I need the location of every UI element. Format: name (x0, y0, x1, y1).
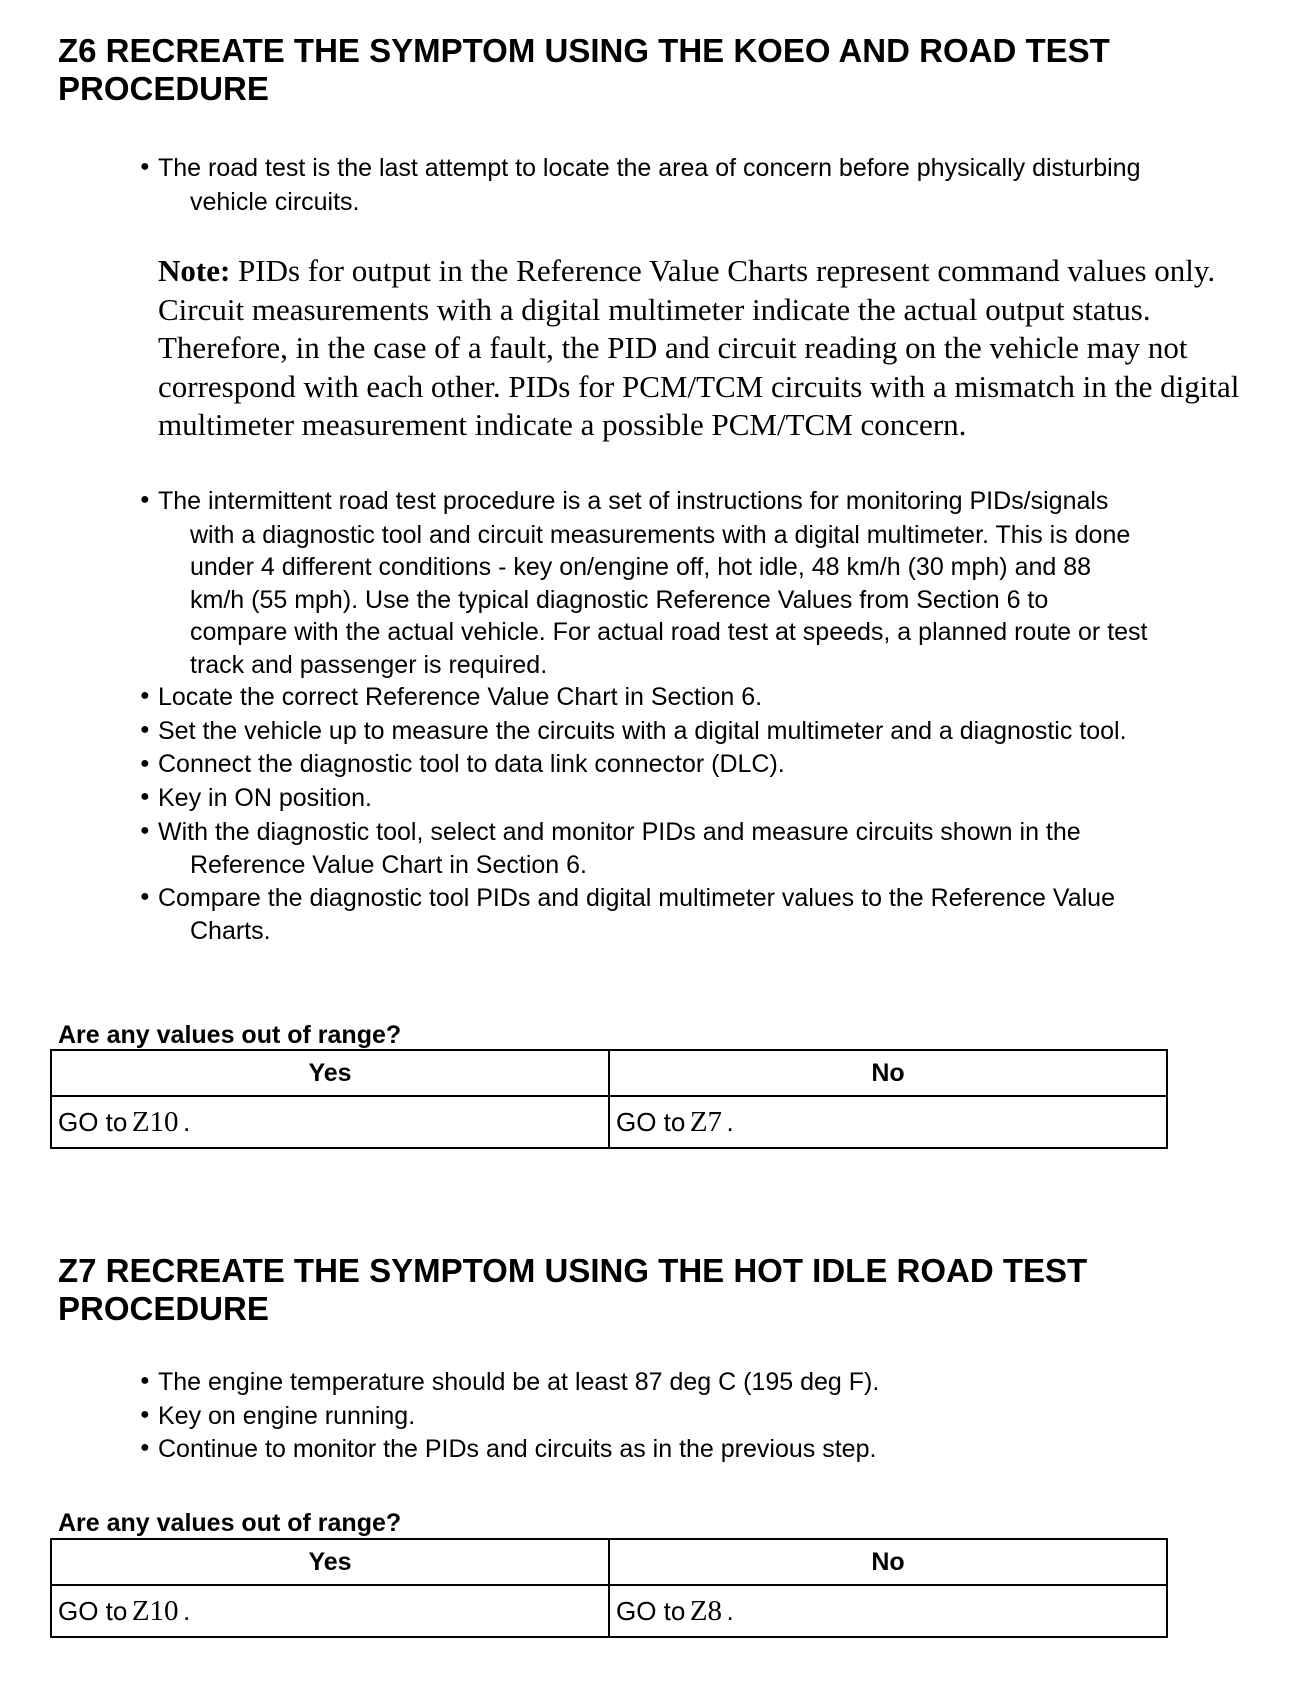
bullet-icon: ● (140, 887, 150, 905)
z6-intro-list (140, 152, 1270, 218)
list-item-continuation: with a diagnostic tool and circuit measurements with a digital multimeter. This is done (190, 520, 1131, 549)
list-item-text: Set the vehicle up to measure the circuits with a digital multimeter and a diagnostic tool. (158, 716, 1127, 745)
z6-answer-table (50, 1049, 1168, 1149)
bullet-icon: ● (140, 158, 150, 176)
z6-title-line1: Z6 RECREATE THE SYMPTOM USING THE KOEO AND ROAD TEST (58, 32, 1110, 69)
list-item-continuation: track and passenger is required. (190, 650, 548, 679)
bullet-icon: ● (140, 821, 150, 839)
z6-bullet1-line1: The road test is the last attempt to locate the area of concern before physically disturbing (158, 154, 1141, 182)
bullet-icon: ● (140, 720, 150, 738)
list-item (140, 1433, 1270, 1467)
z7-question: Are any values out of range? (58, 1509, 402, 1537)
bullet-icon: ● (140, 1439, 150, 1457)
table-row (51, 1096, 1167, 1148)
no-action-cell: GO to Z8 . (609, 1585, 1167, 1637)
list-item-text: Key in ON position. (158, 784, 372, 813)
go-to-z7-link[interactable]: Z7 (689, 1105, 723, 1138)
note-text: PIDs for output in the Reference Value Charts represent command values only. Circuit measurements with a digital multimeter indicate the actual output status. Therefore, in the case of a fault, the PID and circuit reading on the vehicle may not correspond with each other. PIDs for PCM/TCM circuits with a mismatch in the digital multimeter measurement indicate a possible PCM/TCM concern. (158, 253, 1240, 442)
z7-title-line2: PROCEDURE (58, 1290, 269, 1327)
go-to-z10-link[interactable]: Z10 (131, 1105, 179, 1138)
list-item-continuation: km/h (55 mph). Use the typical diagnostic Reference Values from Section 6 to (190, 585, 1049, 614)
bullet-icon: ● (140, 1372, 150, 1390)
z7-title-line1: Z7 RECREATE THE SYMPTOM USING THE HOT IDLE ROAD TEST (58, 1252, 1088, 1289)
list-item-continuation: Charts. (190, 917, 271, 946)
table-row (51, 1585, 1167, 1637)
no-action-cell: GO to Z7 . (609, 1096, 1167, 1148)
list-item (140, 152, 1270, 218)
z6-procedure-list (140, 485, 1270, 948)
list-item (140, 816, 1270, 882)
yes-column-header: Yes (51, 1050, 609, 1096)
list-item (140, 715, 1270, 749)
z7-procedure-list (140, 1366, 1270, 1467)
z7-answer-table (50, 1538, 1168, 1638)
z6-bullet1-line2: vehicle circuits. (190, 187, 360, 216)
list-item (140, 782, 1270, 816)
z6-question: Are any values out of range? (58, 1021, 402, 1049)
list-item-text: Continue to monitor the PIDs and circuits as in the previous step. (158, 1435, 877, 1464)
z6-note (158, 252, 1258, 445)
list-item-continuation: Reference Value Chart in Section 6. (190, 851, 587, 880)
bullet-icon: ● (140, 491, 150, 509)
yes-action-cell: GO to Z10 . (51, 1585, 609, 1637)
list-item-text: Locate the correct Reference Value Chart in Section 6. (158, 683, 763, 712)
z7-step-title (58, 1252, 1238, 1328)
list-item-text: The intermittent road test procedure is a set of instructions for monitoring PIDs/signals (158, 487, 1109, 515)
go-to-text: GO to (616, 1595, 686, 1626)
no-column-header: No (609, 1539, 1167, 1585)
bullet-icon: ● (140, 754, 150, 772)
go-to-text: GO to (616, 1106, 686, 1137)
list-item (140, 882, 1270, 948)
list-item (140, 681, 1270, 715)
list-item (140, 748, 1270, 782)
list-item-text: Compare the diagnostic tool PIDs and digital multimeter values to the Reference Value (158, 883, 1115, 912)
go-to-text: GO to (58, 1106, 128, 1137)
note-label: Note: (158, 253, 231, 288)
list-item-text: With the diagnostic tool, select and monitor PIDs and measure circuits shown in the (158, 817, 1081, 846)
list-item (140, 1366, 1270, 1400)
no-column-header: No (609, 1050, 1167, 1096)
list-item-continuation: under 4 different conditions - key on/engine off, hot idle, 48 km/h (30 mph) and 88 (190, 553, 1092, 582)
list-item-text: Key on engine running. (158, 1401, 416, 1430)
z6-step-title (58, 32, 1238, 108)
list-item (140, 1400, 1270, 1434)
yes-action-cell: GO to Z10 . (51, 1096, 609, 1148)
list-item-text: The engine temperature should be at least 87 deg C (195 deg F). (158, 1368, 880, 1396)
bullet-icon: ● (140, 1405, 150, 1423)
yes-column-header: Yes (51, 1539, 609, 1585)
bullet-icon: ● (140, 687, 150, 705)
list-item (140, 485, 1270, 681)
go-to-z8-link[interactable]: Z8 (689, 1594, 723, 1627)
go-to-z10-link[interactable]: Z10 (131, 1594, 179, 1627)
z6-title-line2: PROCEDURE (58, 70, 269, 107)
list-item-text: Connect the diagnostic tool to data link connector (DLC). (158, 750, 785, 779)
bullet-icon: ● (140, 788, 150, 806)
go-to-text: GO to (58, 1595, 128, 1626)
list-item-continuation: compare with the actual vehicle. For actual road test at speeds, a planned route or test (190, 618, 1148, 647)
